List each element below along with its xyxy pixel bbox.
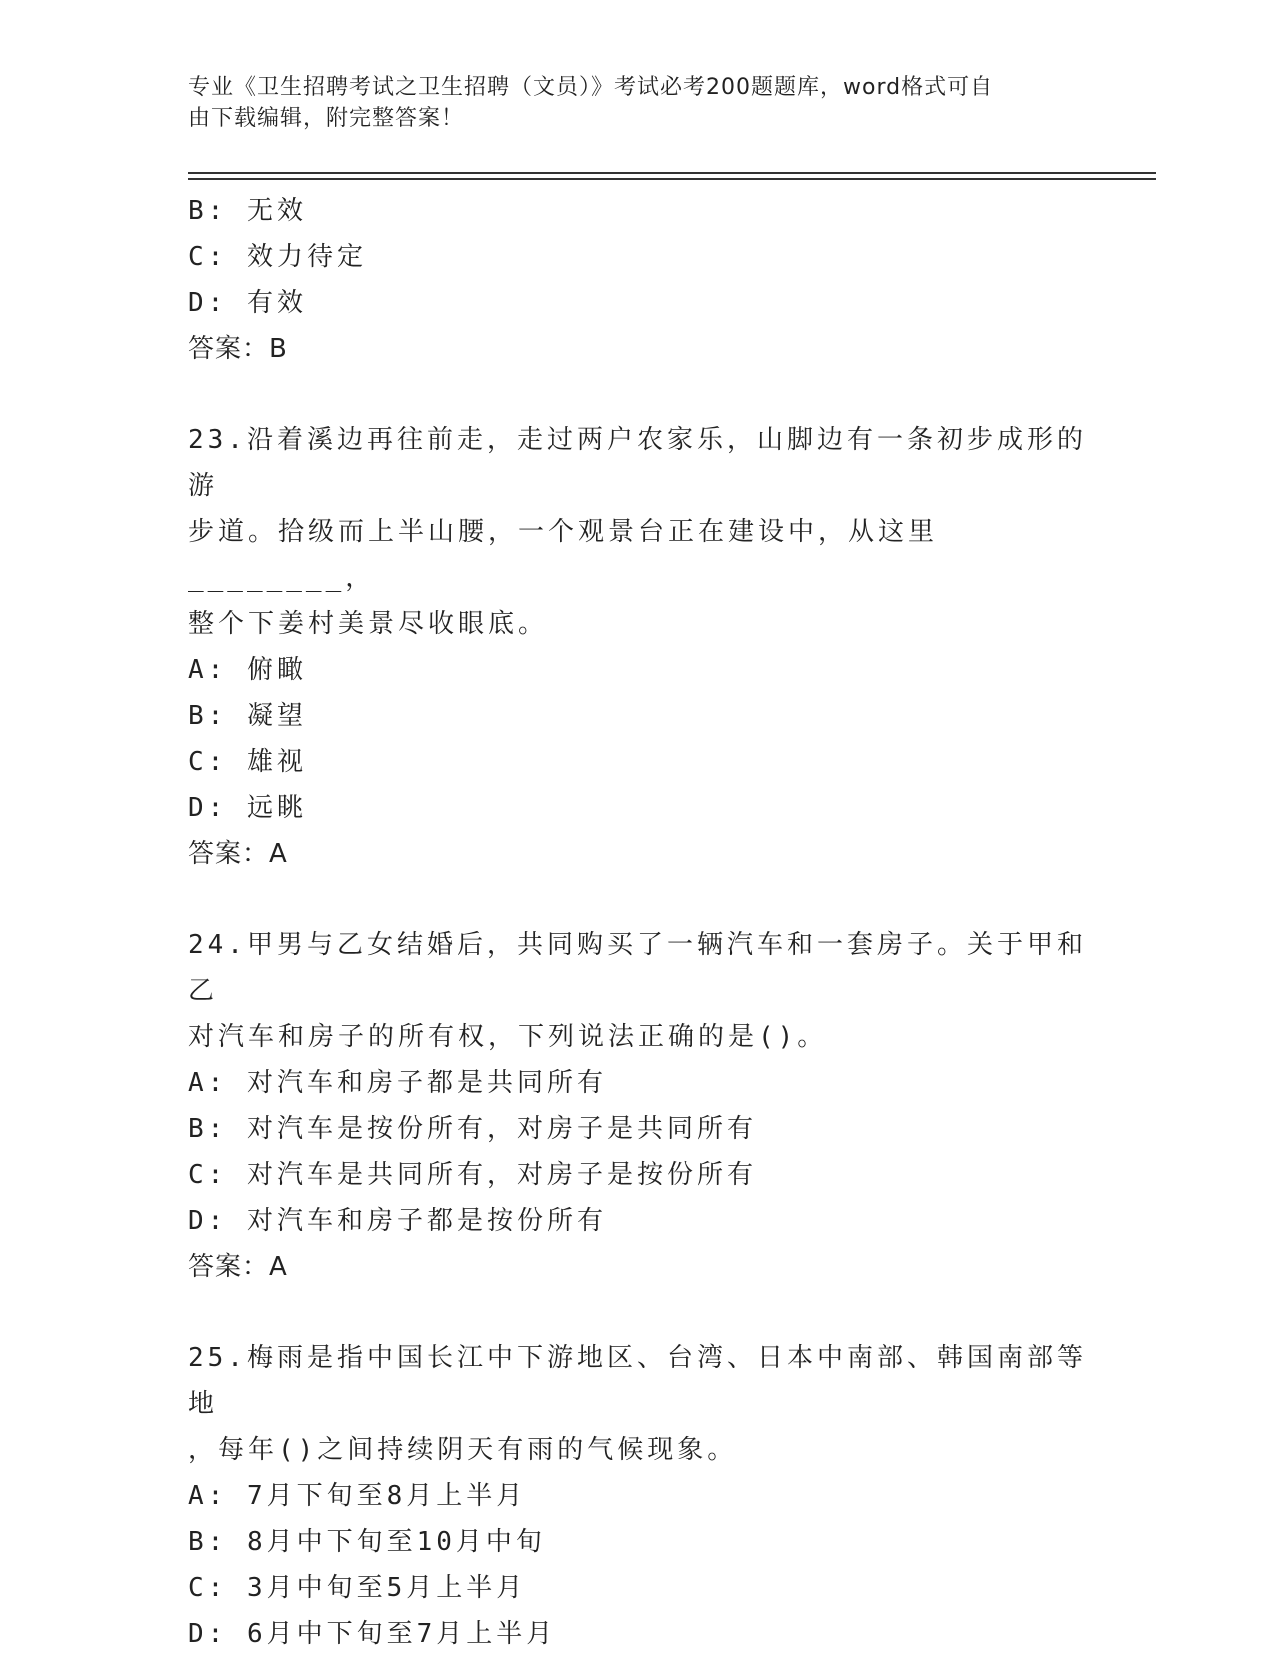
answer: 答案：B (188, 334, 288, 364)
option: B: 8月中下旬至10月中旬 (188, 1527, 546, 1557)
header-rule-top (188, 172, 1156, 174)
answer: 答案：A (188, 839, 288, 869)
question-text: 23.沿着溪边再往前走，走过两户农家乐，山脚边有一条初步成形的游 (188, 425, 1087, 501)
question-25 (188, 1335, 1088, 1657)
question-text: 对汽车和房子的所有权，下列说法正确的是()。 (188, 1022, 828, 1052)
answer: 答案：A (188, 1252, 288, 1282)
question-text: ，每年()之间持续阴天有雨的气候现象。 (188, 1435, 738, 1465)
document-header (188, 72, 1068, 134)
question-text: 25.梅雨是指中国长江中下游地区、台湾、日本中南部、韩国南部等地 (188, 1343, 1087, 1419)
option: C: 3月中旬至5月上半月 (188, 1573, 527, 1603)
option: B: 对汽车是按份所有，对房子是共同所有 (188, 1114, 757, 1144)
option: D: 对汽车和房子都是按份所有 (188, 1206, 607, 1236)
question-23 (188, 417, 1088, 877)
option: B: 凝望 (188, 701, 307, 731)
option: C: 雄视 (188, 747, 307, 777)
header-line-2: 由下载编辑，附完整答案！ (188, 106, 465, 131)
question-24 (188, 922, 1088, 1290)
option: C: 效力待定 (188, 242, 367, 272)
option: A: 俯瞰 (188, 655, 307, 685)
prev-question (188, 188, 1088, 372)
question-text: 步道。拾级而上半山腰，一个观景台正在建设中，从这里________， (188, 517, 939, 593)
option: D: 6月中下旬至7月上半月 (188, 1619, 557, 1649)
header-rule-bottom (188, 178, 1156, 180)
option: C: 对汽车是共同所有，对房子是按份所有 (188, 1160, 757, 1190)
question-text: 24.甲男与乙女结婚后，共同购买了一辆汽车和一套房子。关于甲和乙 (188, 930, 1087, 1006)
option: A: 对汽车和房子都是共同所有 (188, 1068, 607, 1098)
option: D: 有效 (188, 288, 307, 318)
option: A: 7月下旬至8月上半月 (188, 1481, 527, 1511)
document-body (188, 188, 1088, 1657)
option: B: 无效 (188, 196, 307, 226)
option: D: 远眺 (188, 793, 307, 823)
question-text: 整个下姜村美景尽收眼底。 (188, 609, 549, 639)
header-line-1: 专业《卫生招聘考试之卫生招聘（文员）》考试必考200题题库，word格式可自 (188, 75, 994, 100)
